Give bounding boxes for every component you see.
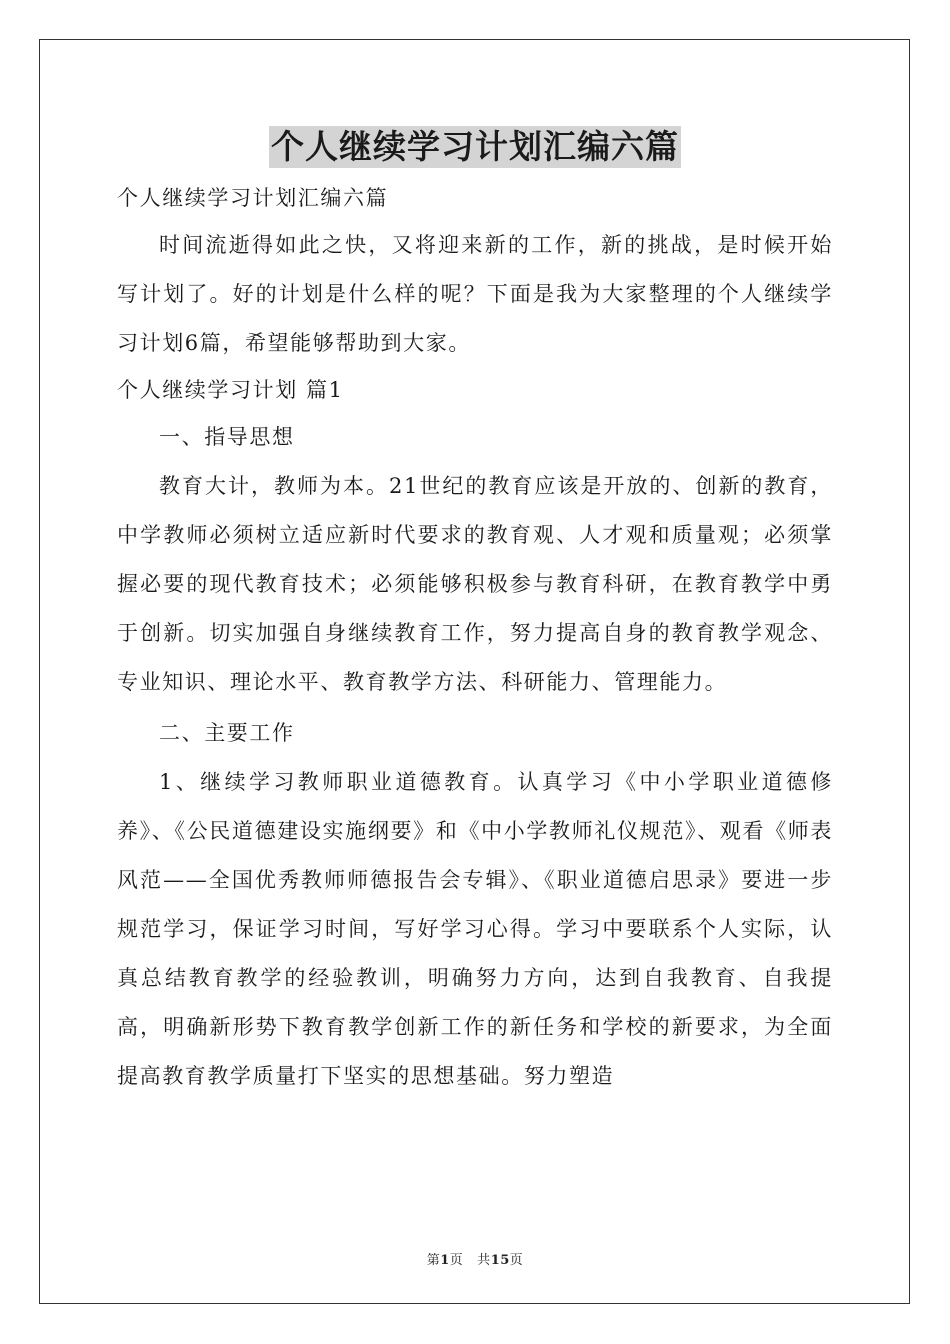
document-subtitle: 个人继续学习计划汇编六篇: [117, 186, 389, 210]
footer-page-suffix: 页: [449, 1253, 464, 1268]
heading-guiding-thought: 一、指导思想: [159, 425, 295, 449]
footer-page-prefix: 第: [426, 1253, 441, 1268]
page-footer: [0, 1249, 950, 1268]
paragraph-guiding-thought: 教育大计，教师为本。21世纪的教育应该是开放的、创新的教育，中学教师必须树立适应新时代要求的教育观、人才观和质量观；必须掌握必要的现代教育技术；必须能够积极参与教育科研，在教育教学中勇于创新。切实加强自身继续教育工作，努力提高自身的教育教学观念、专业知识、理论水平、教育教学方法、科研能力、管理能力。: [117, 474, 833, 694]
document-body: [117, 178, 833, 1101]
section-title: 个人继续学习计划 篇1: [117, 378, 344, 402]
footer-current-page: 1: [440, 1253, 450, 1268]
footer-total-prefix: 共: [477, 1253, 491, 1268]
document-title: 个人继续学习计划汇编六篇: [271, 127, 679, 166]
heading-main-work: 二、主要工作: [159, 721, 295, 745]
intro-paragraph: 时间流逝得如此之快，又将迎来新的工作，新的挑战，是时候开始写计划了。好的计划是什么样的呢？下面是我为大家整理的个人继续学习计划6篇，希望能够帮助到大家。: [117, 233, 833, 355]
footer-total-suffix: 页: [509, 1253, 524, 1268]
title-area: [0, 126, 950, 168]
footer-total-pages: 15: [490, 1253, 510, 1268]
paragraph-main-work: 1、继续学习教师职业道德教育。认真学习《中小学职业道德修养》、《公民道德建设实施纲要》和《中小学教师礼仪规范》、观看《师表风范——全国优秀教师师德报告会专辑》、《职业道德启思录》要进一步规范学习，保证学习时间，写好学习心得。学习中要联系个人实际，认真总结教育教学的经验教训，明确努力方向，达到自我教育、自我提高，明确新形势下教育教学创新工作的新任务和学校的新要求，为全面提高教育教学质量打下坚实的思想基础。努力塑造: [117, 770, 833, 1088]
